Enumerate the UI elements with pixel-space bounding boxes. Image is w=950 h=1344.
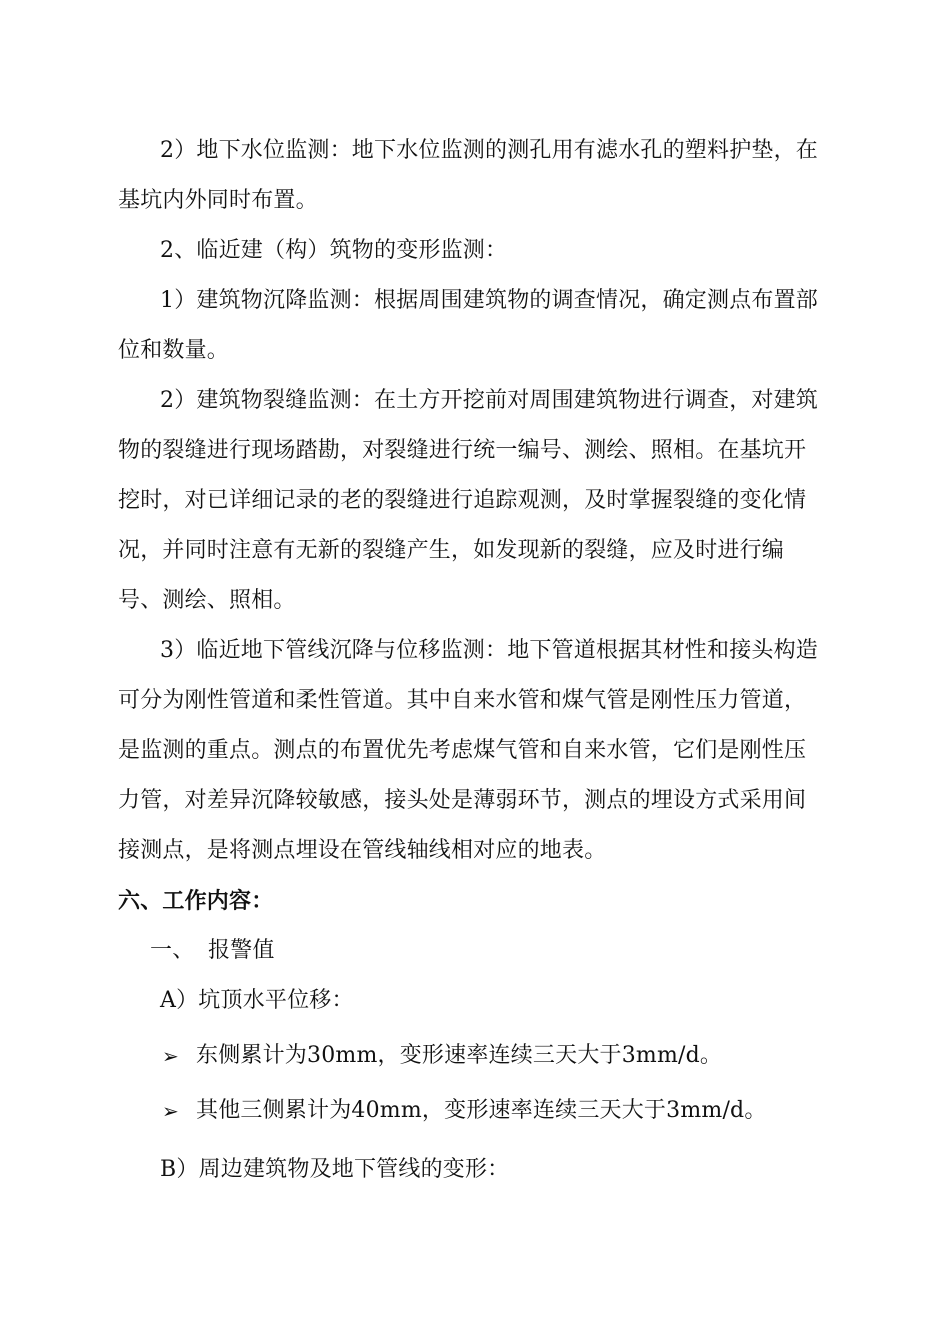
arrow-right-icon: ➢ [162, 1044, 179, 1068]
paragraph-line: 是监测的重点。测点的布置优先考虑煤气管和自来水管，它们是刚性压 [118, 738, 807, 763]
paragraph-line: 3）临近地下管线沉降与位移监测：地下管道根据其材性和接头构造 [160, 638, 818, 663]
paragraph-line: 位和数量。 [118, 338, 230, 363]
paragraph-line: 号、测绘、照相。 [118, 588, 296, 613]
subsection-number: 一、 [150, 938, 195, 963]
paragraph-line: 挖时，对已详细记录的老的裂缝进行追踪观测，及时掌握裂缝的变化情 [118, 488, 807, 513]
paragraph-line: 基坑内外同时布置。 [118, 188, 318, 213]
bullet-item: 东侧累计为30mm，变形速率连续三天大于3mm/d。 [196, 1043, 723, 1068]
item-b-label: B）周边建筑物及地下管线的变形： [160, 1157, 510, 1182]
paragraph-line: 2）地下水位监测：地下水位监测的测孔用有滤水孔的塑料护垫，在 [160, 138, 818, 163]
paragraph-line: 可分为刚性管道和柔性管道。其中自来水管和煤气管是刚性压力管道， [118, 688, 807, 713]
bullet-item: 其他三侧累计为40mm，变形速率连续三天大于3mm/d。 [196, 1098, 767, 1123]
section-heading: 六、工作内容： [118, 888, 274, 914]
paragraph-line: 2、临近建（构）筑物的变形监测： [160, 238, 508, 263]
paragraph-line: 接测点，是将测点埋设在管线轴线相对应的地表。 [118, 838, 607, 863]
item-a-label: A）坑顶水平位移： [160, 988, 354, 1013]
paragraph-line: 物的裂缝进行现场踏勘，对裂缝进行统一编号、测绘、照相。在基坑开 [118, 438, 807, 463]
paragraph-line: 2）建筑物裂缝监测：在土方开挖前对周围建筑物进行调查，对建筑 [160, 388, 818, 413]
subsection-title: 报警值 [208, 938, 275, 963]
paragraph-line: 力管，对差异沉降较敏感，接头处是薄弱环节，测点的埋设方式采用间 [118, 788, 807, 813]
paragraph-line: 1）建筑物沉降监测：根据周围建筑物的调查情况，确定测点布置部 [160, 288, 818, 313]
arrow-right-icon: ➢ [162, 1099, 179, 1123]
paragraph-line: 况，并同时注意有无新的裂缝产生，如发现新的裂缝，应及时进行编 [118, 538, 785, 563]
